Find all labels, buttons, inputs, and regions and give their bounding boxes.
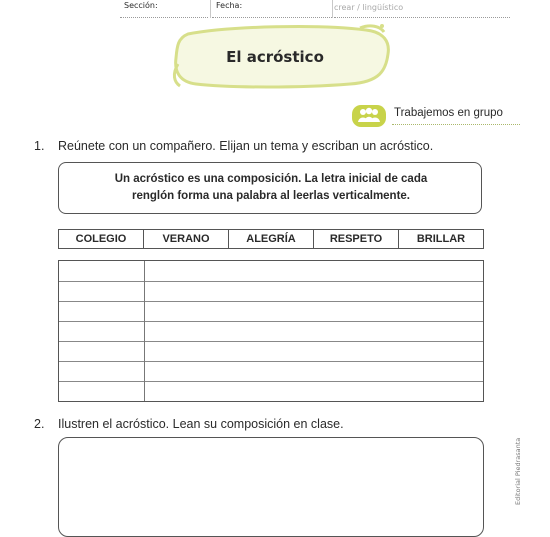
instruction-text: Reúnete con un compañero. Elijan un tema y escriban un acróstico.	[58, 139, 434, 153]
definition-line-1: Un acróstico es una composición. La letra inicial de cada	[114, 173, 428, 185]
illustration-box[interactable]	[58, 437, 484, 537]
page-title: El acróstico	[226, 48, 324, 66]
acrostic-row[interactable]	[59, 281, 483, 302]
group-people-icon	[352, 105, 386, 127]
definition-line-2: renglón forma una palabra al leerlas verticalmente.	[131, 190, 411, 202]
acrostic-row[interactable]	[59, 321, 483, 342]
header-row	[120, 0, 510, 18]
intelligence-tag: crear / lingüístico	[334, 3, 404, 12]
topic-word-respeto[interactable]: RESPETO	[314, 230, 399, 248]
instruction-number: 2.	[34, 417, 45, 431]
acrostic-row[interactable]	[59, 361, 483, 382]
header-divider	[210, 0, 211, 18]
definition-box	[58, 162, 482, 214]
topic-word-verano[interactable]: VERANO	[144, 230, 229, 248]
fecha-field[interactable]	[212, 0, 332, 18]
topic-word-brillar[interactable]: BRILLAR	[416, 233, 466, 245]
group-activity-label: Trabajemos en grupo	[394, 107, 503, 119]
acrostic-row[interactable]	[59, 301, 483, 322]
acrostic-row[interactable]	[59, 381, 483, 401]
seccion-label: Sección:	[124, 1, 158, 10]
letter-column-divider	[144, 261, 145, 401]
publisher-credit: Editorial Piedrasanta	[514, 437, 522, 505]
topic-word-table	[58, 229, 484, 249]
instruction-2	[34, 417, 344, 431]
topic-word-colegio[interactable]: COLEGIO	[59, 230, 144, 248]
acrostic-writing-grid	[58, 260, 484, 402]
acrostic-row[interactable]	[59, 341, 483, 362]
instruction-1	[34, 139, 433, 153]
intelligence-field	[334, 0, 510, 18]
fecha-label: Fecha:	[216, 1, 243, 10]
seccion-field[interactable]	[120, 0, 208, 18]
topic-word-alegria[interactable]: ALEGRÍA	[229, 230, 314, 248]
acrostic-row[interactable]	[59, 261, 483, 282]
header-divider	[332, 0, 333, 18]
instruction-number: 1.	[34, 139, 45, 153]
group-activity-underline	[392, 124, 520, 125]
instruction-text: Ilustren el acróstico. Lean su composición en clase.	[58, 417, 344, 431]
